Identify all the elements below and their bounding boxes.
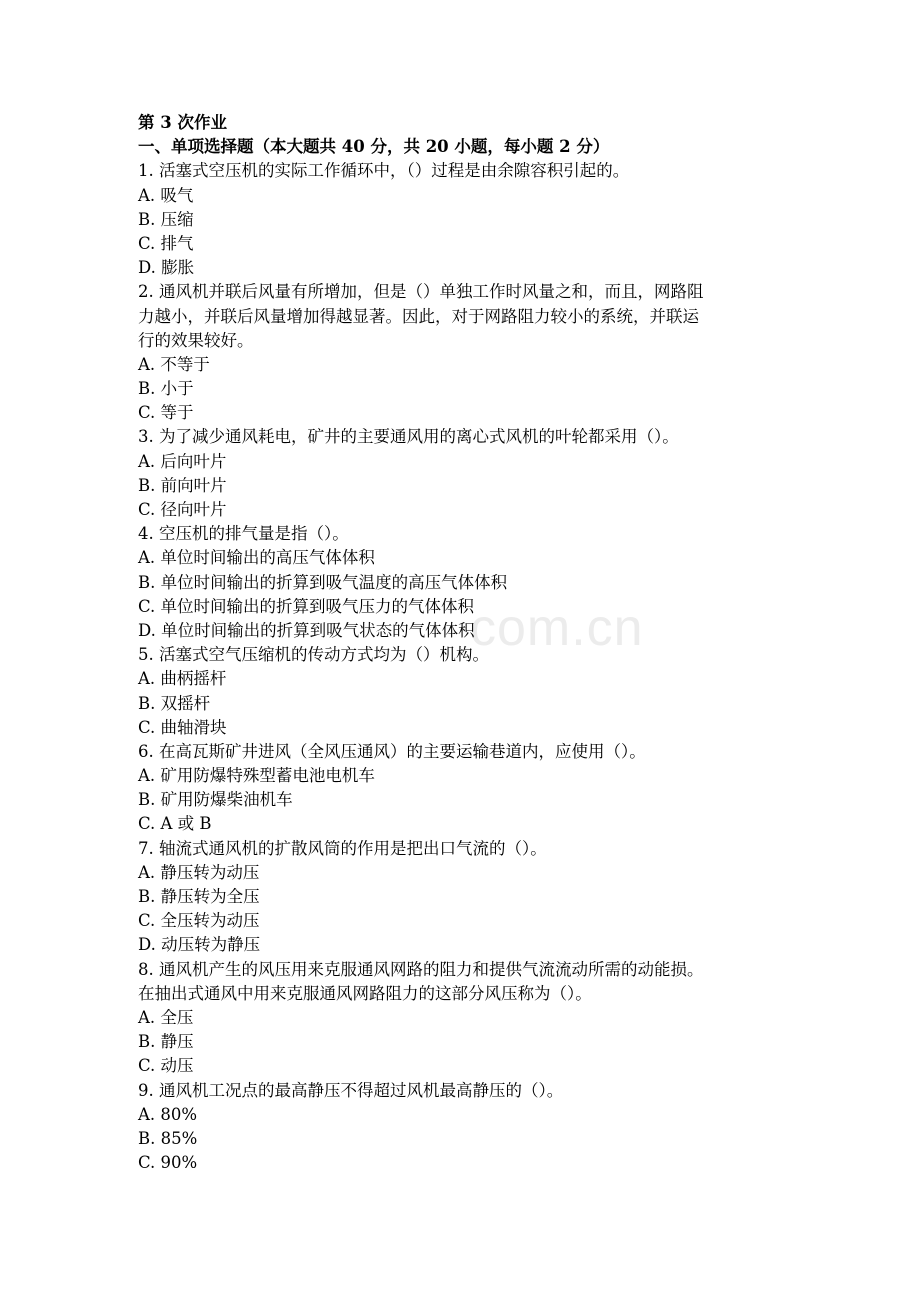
option-a: A. 全压 — [138, 1007, 194, 1027]
option-a: A. 曲柄摇杆 — [138, 669, 227, 689]
option-d: D. 动压转为静压 — [138, 935, 261, 955]
option-d: D. 膨胀 — [138, 258, 195, 278]
page-title: 第 3 次作业 — [138, 113, 227, 132]
option-c: C. 90% — [138, 1153, 198, 1173]
question-3 — [138, 425, 798, 522]
question-9 — [138, 1079, 798, 1176]
option-b: B. 小于 — [138, 379, 194, 399]
question-1 — [138, 159, 798, 280]
option-a: A. 80% — [138, 1104, 198, 1124]
option-b: B. 矿用防爆柴油机车 — [138, 790, 293, 810]
option-c: C. 排气 — [138, 233, 194, 253]
option-c: C. A 或 B — [138, 814, 212, 834]
option-b: B. 双摇杆 — [138, 693, 211, 713]
option-c: C. 径向叶片 — [138, 500, 227, 519]
option-b: B. 静压 — [138, 1032, 194, 1052]
question-6 — [138, 740, 798, 837]
option-b: B. 单位时间输出的折算到吸气温度的高压气体体积 — [138, 572, 508, 592]
question-4 — [138, 522, 798, 643]
question-text: 3. 为了减少通风耗电，矿井的主要通风用的离心式风机的叶轮都采用（）。 — [138, 427, 679, 447]
option-a: A. 矿用防爆特殊型蓄电池电机车 — [138, 766, 375, 786]
question-text: 8. 通风机产生的风压用来克服通风网路的阻力和提供气流流动所需的动能损。 — [138, 959, 704, 979]
option-b: B. 静压转为全压 — [138, 887, 260, 906]
option-a: A. 后向叶片 — [138, 451, 227, 471]
question-7 — [138, 837, 798, 958]
option-b: B. 前向叶片 — [138, 475, 227, 495]
watermark-text: com.cn — [470, 599, 644, 657]
question-text-continued: 力越小，并联后风量增加得越显著。因此，对于网路阻力较小的系统，并联运 — [138, 306, 699, 326]
question-2 — [138, 280, 798, 425]
option-c: C. 单位时间输出的折算到吸气压力的气体体积 — [138, 596, 475, 616]
question-text: 7. 轴流式通风机的扩散风筒的作用是把出口气流的（）。 — [138, 838, 547, 858]
option-b: B. 压缩 — [138, 209, 194, 229]
question-text: 2. 通风机并联后风量有所增加，但是（）单独工作时风量之和，而且，网路阻 — [138, 282, 704, 302]
option-c: C. 动压 — [138, 1056, 194, 1076]
option-a: A. 静压转为动压 — [138, 862, 260, 882]
option-c: C. 全压转为动压 — [138, 911, 260, 931]
question-text: 9. 通风机工况点的最高静压不得超过风机最高静压的（）。 — [138, 1080, 564, 1100]
option-b: B. 85% — [138, 1128, 198, 1148]
document-page — [138, 111, 798, 1175]
question-text: 4. 空压机的排气量是指（）。 — [138, 524, 349, 544]
option-c: C. 曲轴滑块 — [138, 717, 227, 737]
question-text-continued: 行的效果较好。 — [138, 330, 254, 350]
question-text-continued: 在抽出式通风中用来克服通风网路阻力的这部分风压称为（）。 — [138, 983, 592, 1003]
question-5 — [138, 643, 798, 740]
option-c: C. 等于 — [138, 403, 194, 423]
option-a: A. 单位时间输出的高压气体体积 — [138, 548, 375, 568]
question-text: 5. 活塞式空气压缩机的传动方式均为（）机构。 — [138, 645, 489, 665]
option-a: A. 吸气 — [138, 185, 194, 205]
question-text: 1. 活塞式空压机的实际工作循环中，（）过程是由余隙容积引起的。 — [138, 161, 630, 181]
question-8 — [138, 958, 798, 1079]
question-text: 6. 在高瓦斯矿井进风（全风压通风）的主要运输巷道内，应使用（）。 — [138, 741, 646, 761]
section-heading: 一、单项选择题（本大题共 40 分，共 20 小题，每小题 2 分） — [138, 137, 610, 157]
option-a: A. 不等于 — [138, 354, 210, 374]
option-d: D. 单位时间输出的折算到吸气状态的气体体积 — [138, 620, 475, 640]
